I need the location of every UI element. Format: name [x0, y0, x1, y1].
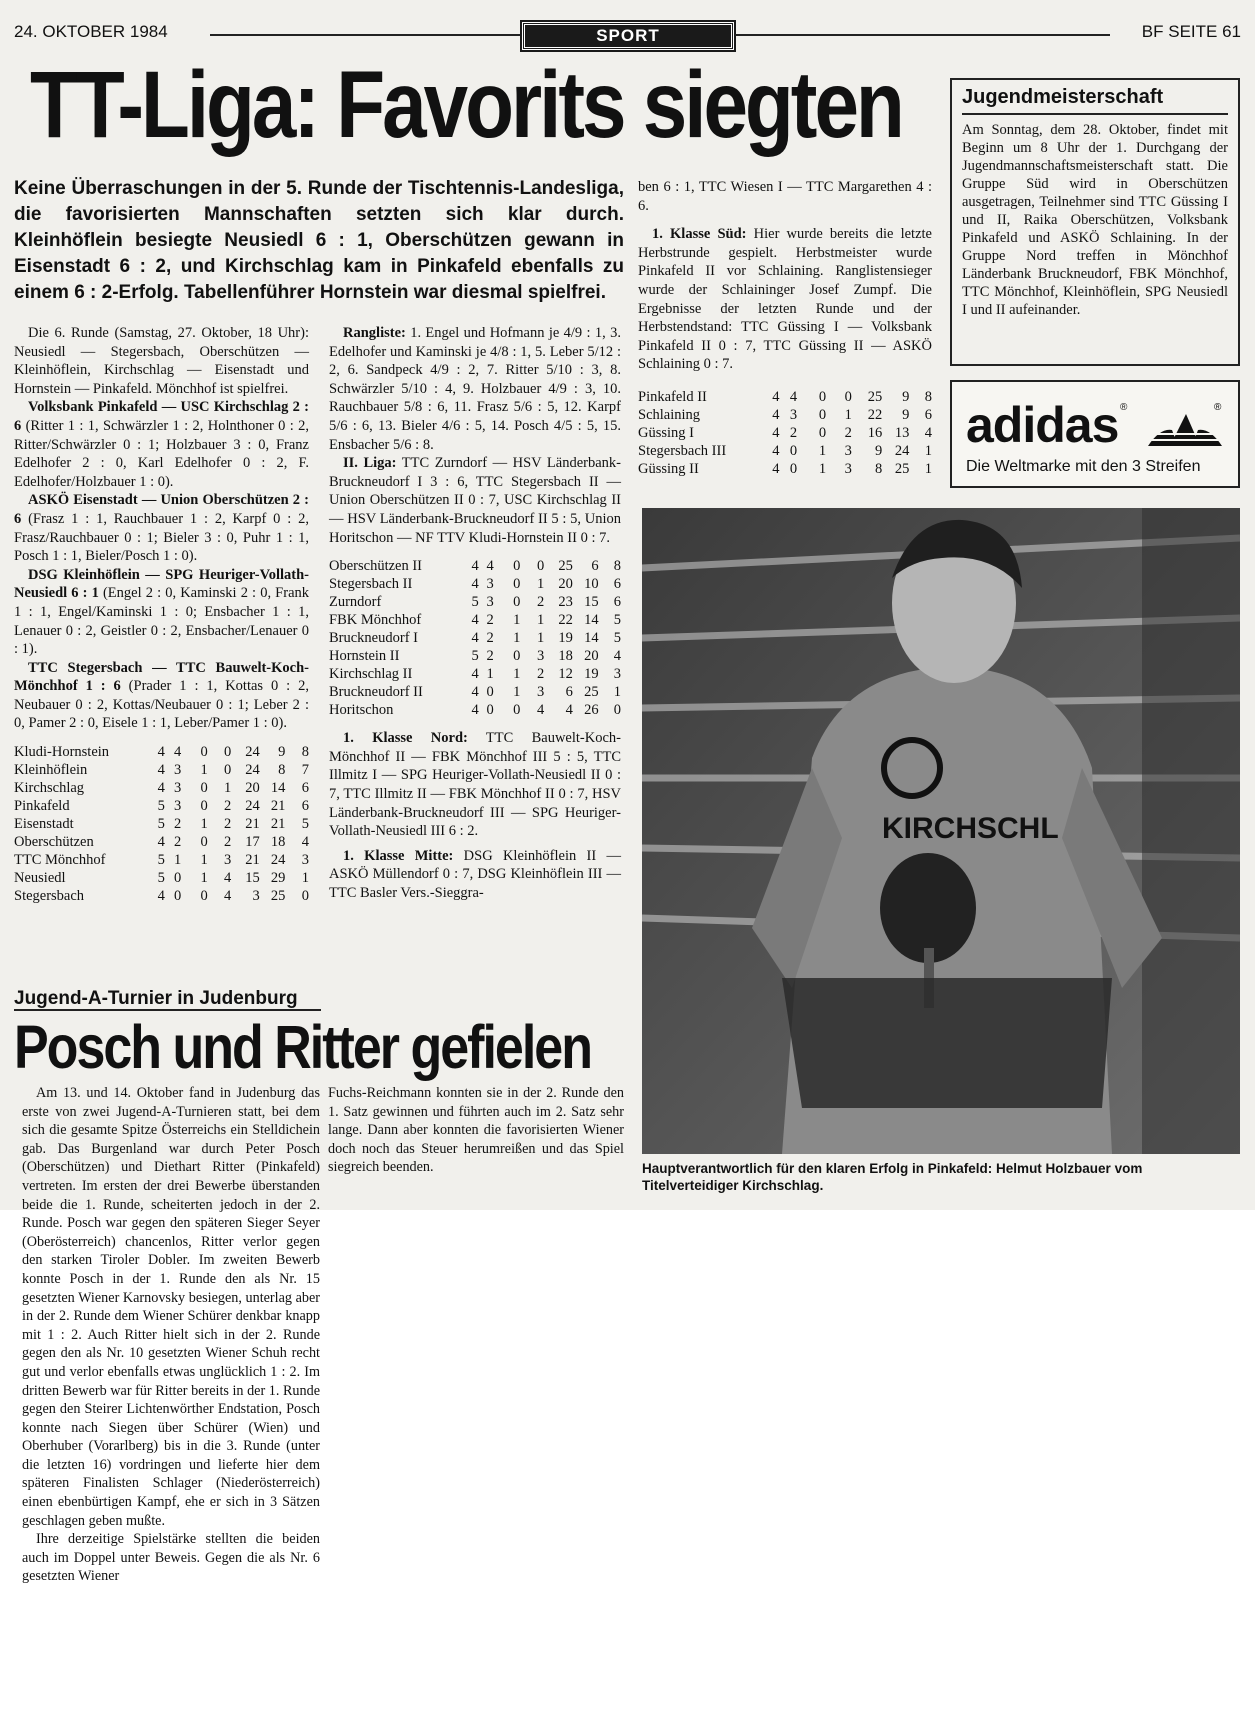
stat-cell: 2 [486, 648, 494, 665]
stat-cell: 14 [584, 630, 599, 647]
stat-cell: 0 [513, 576, 521, 593]
shirt-text: KIRCHSCHL [882, 812, 1059, 845]
stat-cell: 21 [245, 852, 260, 869]
stat-cell: 5 [471, 594, 479, 611]
paragraph: Fuchs-Reichmann konnten sie in der 2. Runde den 1. Satz gewinnen und führten auch im 2. Satz sehr lange. Dann aber konnten die favorisierten Wiener doch noch das Steuer herumreißen und das Spiel siegreich beenden. [328, 1085, 624, 1176]
table-row [329, 593, 621, 611]
stat-cell: 14 [584, 612, 599, 629]
stat-cell: 19 [584, 666, 599, 683]
team-name: Pinkafeld II [638, 388, 707, 405]
stat-cell: 4 [536, 702, 545, 719]
kicker-underline [14, 1009, 321, 1011]
stat-cell: 4 [301, 834, 309, 851]
standings-table-landesliga [14, 743, 309, 905]
stat-cell: 2 [486, 630, 494, 647]
stat-cell: 1 [486, 666, 494, 683]
stat-cell: 16 [867, 424, 883, 441]
box-divider [962, 113, 1228, 115]
stat-cell: 3 [789, 406, 798, 423]
stat-cell: 1 [924, 442, 932, 459]
table-row [329, 647, 621, 665]
team-name: Hornstein II [329, 648, 400, 665]
paragraph-label: 1. Klasse Nord: [343, 730, 468, 747]
stat-cell: 4 [565, 702, 573, 719]
article-column-1 [14, 324, 309, 905]
section-label: SPORT [522, 22, 734, 50]
stat-cell: 9 [902, 406, 910, 423]
stat-cell: 3 [844, 460, 852, 477]
stat-cell: 2 [224, 834, 232, 851]
stat-cell: 2 [174, 834, 182, 851]
table-row [14, 887, 309, 905]
stat-cell: 6 [301, 780, 309, 797]
table-row [329, 683, 621, 701]
stat-cell: 20 [558, 576, 573, 593]
player-photo-image [642, 508, 1240, 1154]
stat-cell: 12 [558, 666, 573, 683]
stat-cell: 10 [584, 576, 599, 593]
paragraph: Volksbank Pinkafeld — USC Kirchschlag 2 : 6 (Ritter 1 : 1, Schwärzler 1 : 2, Holnthoner 0 : 2, Ritter/Schwärzler 0 : 1; Holzbauer 3 : 0, Franz Edelhofer 2 : 0, Karl Edelhofer 0 : 2, F. Edelhofer/Holzbauer 1 : 0). [14, 399, 309, 490]
stat-cell: 4 [486, 558, 494, 575]
stat-cell: 1 [613, 684, 621, 701]
article2-column-2 [328, 1084, 624, 1177]
stat-cell: 4 [471, 612, 479, 629]
team-name: Oberschützen [14, 834, 94, 851]
stat-cell: 6 [301, 798, 309, 815]
paragraph: ASKÖ Eisenstadt — Union Oberschützen 2 : 6 (Frasz 1 : 1, Rauchbauer 1 : 2, Karpf 0 : 2, Frasz/Rauchbauer 0 : 1; Bieler 3 : 0, Puhr 1 : 1, Posch 1 : 1, Bieler/Posch 1 : 0). [14, 492, 309, 565]
stat-cell: 3 [486, 594, 494, 611]
stat-cell: 25 [558, 558, 573, 575]
stat-cell: 2 [224, 816, 232, 833]
paragraph-label: 1. Klasse Mitte: [343, 847, 454, 864]
table-row [329, 665, 621, 683]
stat-cell: 4 [772, 442, 780, 459]
stat-cell: 8 [278, 762, 286, 779]
team-name: Kleinhöflein [14, 762, 88, 779]
stat-cell: 6 [565, 684, 573, 701]
stat-cell: 25 [270, 888, 286, 905]
stat-cell: 1 [513, 684, 521, 701]
stat-cell: 1 [536, 612, 545, 629]
stat-cell: 1 [513, 666, 521, 683]
stat-cell: 2 [174, 816, 182, 833]
stat-cell: 1 [301, 870, 309, 887]
registered-mark: ® [1120, 402, 1128, 413]
team-name: Stegersbach II [329, 576, 413, 593]
stat-cell: 3 [174, 798, 182, 815]
stat-cell: 5 [613, 630, 621, 647]
header-rule-right [735, 34, 1110, 36]
stat-cell: 4 [772, 460, 780, 477]
stat-cell: 0 [818, 388, 827, 405]
match-title: ASKÖ Eisenstadt — Union Oberschützen 2 : 6 [14, 492, 309, 527]
photo-table-tennis-player [642, 508, 1240, 1154]
stat-cell: 3 [174, 762, 182, 779]
table-row [14, 869, 309, 887]
stat-cell: 6 [591, 558, 599, 575]
stat-cell: 29 [270, 870, 286, 887]
stat-cell: 5 [157, 870, 165, 887]
team-name: Oberschützen II [329, 558, 422, 575]
team-name: Pinkafeld [14, 798, 70, 815]
stat-cell: 4 [174, 744, 182, 761]
stat-cell: 4 [471, 630, 479, 647]
stat-cell: 20 [245, 780, 260, 797]
header-page-number: BF SEITE 61 [1141, 22, 1241, 41]
table-row [329, 701, 621, 719]
stat-cell: 5 [471, 648, 479, 665]
stat-cell: 0 [224, 762, 232, 779]
stat-cell: 8 [301, 744, 309, 761]
table-row [329, 629, 621, 647]
table-row [14, 779, 309, 797]
team-name: Stegersbach [14, 888, 85, 905]
stat-cell: 1 [200, 870, 208, 887]
paragraph: 1. Klasse Süd: Hier wurde bereits die letzte Herbstrunde gespielt. Herbstmeister wurde Pinkafeld II vor Schlaining. Ranglistensieger wurde der Schlaininger Josef Zumpf. Die Ergebnisse der letzten Runde und der Herbstendstand: TTC Güssing I — Volksbank Pinkafeld II 0 : 7, TTC Güssing II — ASKÖ Schlaining 0 : 7. [638, 226, 932, 373]
stat-cell: 8 [613, 558, 621, 575]
paragraph: Ihre derzeitige Spielstärke stellten die beiden auch im Doppel unter Beweis. Gegen die als Nr. 6 gesetzten Wiener [22, 1531, 320, 1585]
stat-cell: 0 [818, 406, 827, 423]
stat-cell: 22 [558, 612, 573, 629]
svg-text:®: ® [1214, 402, 1222, 413]
adidas-wordmark: adidas [966, 397, 1119, 453]
stat-cell: 24 [245, 798, 260, 815]
stat-cell: 17 [245, 834, 260, 851]
stat-cell: 6 [613, 576, 621, 593]
paragraph: Am 13. und 14. Oktober fand in Judenburg das erste von zwei Jugend-A-Turnieren statt, bei dem sich die gesamte Spitze Österreichs ein Stelldichein gab. Das Burgenland war durch Peter Posch (Oberschützen) und Diethart Ritter (Pinkafeld) vertreten. Im ersten der drei Bewerbe überstanden beide die 1. Runde, scheiterten jedoch in der 2. Runde. Posch war gegen den späteren Sieger Seyer (Oberösterreich) chancenlos, Ritter verlor gegen den starken Tiroler Dobler. Im zweiten Bewerb konnte Posch in der 1. Runde den als Nr. 15 gesetzten Wiener Karnovsky besiegen, unterlag aber in der 2. Runde dem Wiener Schürer denkbar knapp mit 1 : 2. Auch Ritter hielt sich in der 2. Runde gegen den als Nr. 10 gesetzten Wiener Schuh recht gut und verlor ebenfalls etwas unglücklich 1 : 2. Im dritten Bewerb war für Ritter bereits in der 1. Runde gegen den Steirer Lichtenwörther Endstation, Posch konnte nach Siegen über Schürer (Wien) und Oberhuber (Vorarlberg) bis in die 3. Runde (unter die letzten 16) vordringen und lieferte hier dem späteren Finalisten Schlager (Niederösterreich) einen ebenbürtigen Kampf, ehe er sich in 3 Sätzen geschlagen geben mußte. [22, 1085, 320, 1529]
article-column-2 [329, 324, 621, 902]
team-name: Schlaining [638, 406, 701, 423]
stat-cell: 0 [200, 834, 208, 851]
team-name: Horitschon [329, 702, 394, 719]
team-name: Güssing II [638, 460, 699, 477]
stat-cell: 2 [789, 424, 798, 441]
stat-cell: 0 [200, 744, 208, 761]
stat-cell: 21 [270, 816, 286, 833]
stat-cell: 19 [558, 630, 573, 647]
stat-cell: 1 [200, 816, 208, 833]
stat-cell: 0 [486, 702, 494, 719]
table-row [638, 406, 932, 424]
info-box-jugendmeisterschaft [950, 78, 1240, 366]
stat-cell: 0 [513, 558, 521, 575]
stat-cell: 4 [471, 666, 479, 683]
stat-cell: 2 [224, 798, 232, 815]
stat-cell: 1 [513, 630, 521, 647]
stat-cell: 26 [584, 702, 599, 719]
stat-cell: 4 [471, 702, 479, 719]
stat-cell: 9 [902, 388, 910, 405]
stat-cell: 14 [270, 780, 286, 797]
article2-kicker: Jugend-A-Turnier in Judenburg [14, 988, 298, 1009]
table-row [329, 575, 621, 593]
stat-cell: 0 [200, 780, 208, 797]
stat-cell: 21 [270, 798, 286, 815]
stat-cell: 0 [174, 888, 182, 905]
stat-cell: 1 [818, 460, 827, 477]
paragraph: TTC Stegersbach — TTC Bauwelt-Koch-Mönchhof 1 : 6 (Prader 1 : 1, Kottas 0 : 2, Neubauer 0 : 2, Kottas/Neubauer 0 : 1; Leber 2 : 0, Pamer 2 : 0, Eisele 1 : 1, Leber/Pamer 1 : 0). [14, 659, 309, 732]
paragraph: ben 6 : 1, TTC Wiesen I — TTC Margarethen 4 : 6. [638, 179, 932, 214]
stat-cell: 1 [536, 576, 545, 593]
stat-cell: 4 [772, 388, 780, 405]
paragraph: II. Liga: TTC Zurndorf — HSV Länderbank-Bruckneudorf I 3 : 6, TTC Stegersbach II — Union Oberschützen II 0 : 7, USC Kirchschlag II — HSV Länderbank-Bruckneudorf II 5 : 5, Union Horitschon — NF TTV Kludi-Hornstein II 0 : 7. [329, 455, 621, 546]
stat-cell: 9 [875, 442, 883, 459]
stat-cell: 0 [301, 888, 309, 905]
stat-cell: 0 [200, 798, 208, 815]
table-row [638, 460, 932, 478]
table-row [638, 388, 932, 406]
stat-cell: 4 [224, 888, 232, 905]
photo-caption: Hauptverantwortlich für den klaren Erfolg in Pinkafeld: Helmut Holzbauer vom Titelverteidiger Kirchschlag. [642, 1161, 1143, 1193]
stat-cell: 1 [844, 406, 852, 423]
stat-cell: 1 [818, 442, 827, 459]
stat-cell: 0 [174, 870, 182, 887]
stat-cell: 13 [894, 424, 910, 441]
stat-cell: 0 [224, 744, 232, 761]
paragraph: Die 6. Runde (Samstag, 27. Oktober, 18 Uhr): Neusiedl — Stegersbach, Oberschützen — Kleinhöflein, Kirchschlag — Eisenstadt und Hornstein — Pinkafeld. Mönchhof ist spielfrei. [14, 325, 309, 397]
stat-cell: 8 [924, 388, 932, 405]
match-title: TTC Stegersbach — TTC Bauwelt-Koch-Mönchhof 1 : 6 [14, 659, 309, 695]
stat-cell: 21 [245, 816, 260, 833]
stat-cell: 5 [301, 816, 309, 833]
stat-cell: 4 [471, 558, 479, 575]
stat-cell: 1 [174, 852, 182, 869]
stat-cell: 18 [558, 648, 573, 665]
stat-cell: 0 [844, 388, 852, 405]
paragraph: 1. Klasse Nord: TTC Bauwelt-Koch-Mönchhof II — FBK Mönchhof III 5 : 5, TTC Illmitz I — SPG Heuriger-Vollath-Neusiedl II 0 : 7, TTC Illmitz II — FBK Mönchhof II 0 : 7, HSV Länderbank-Bruckneudorf III — SPG Heuriger-Vollath-Neusiedl III 6 : 2. [329, 730, 621, 840]
stat-cell: 5 [157, 798, 165, 815]
article-lead: Keine Überraschungen in der 5. Runde der Tischtennis-Landesliga, die favorisierten Mannschaften setzten sich klar durch. Kleinhöflein besiegte Neusiedl 6 : 1, Oberschützen gewann in Eisenstadt 6 : 2, und Kirchschlag kam in Pinkafeld ebenfalls zu einem 6 : 2-Erfolg. Tabellenführer Hornstein war diesmal spielfrei. [14, 178, 624, 303]
stat-cell: 4 [157, 834, 165, 851]
team-name: Kirchschlag [14, 780, 85, 797]
stat-cell: 0 [818, 424, 827, 441]
stat-cell: 0 [789, 460, 798, 477]
paragraph-label: Rangliste: [343, 325, 406, 341]
team-name: Kludi-Hornstein [14, 744, 110, 761]
stat-cell: 25 [867, 388, 883, 405]
stat-cell: 2 [844, 424, 852, 441]
table-row [14, 815, 309, 833]
paragraph-label: 1. Klasse Süd: [652, 226, 747, 243]
stat-cell: 23 [558, 594, 573, 611]
stat-cell: 1 [200, 762, 208, 779]
team-name: Neusiedl [14, 870, 66, 887]
stat-cell: 0 [513, 594, 521, 611]
stat-cell: 3 [613, 666, 621, 683]
stat-cell: 0 [613, 702, 621, 719]
team-name: Stegersbach III [638, 442, 727, 459]
stat-cell: 4 [772, 424, 780, 441]
team-name: Bruckneudorf I [329, 630, 418, 647]
team-name: Kirchschlag II [329, 666, 413, 683]
adidas-advertisement [950, 380, 1240, 488]
table-row [14, 851, 309, 869]
table-row [14, 833, 309, 851]
table-row [638, 442, 932, 460]
stat-cell: 1 [924, 460, 932, 477]
standings-table-liga-2 [329, 557, 621, 719]
stat-cell: 1 [224, 780, 232, 797]
stat-cell: 24 [894, 442, 910, 459]
stat-cell: 4 [924, 424, 932, 441]
team-name: Güssing I [638, 424, 694, 441]
stat-cell: 4 [157, 744, 165, 761]
adidas-tagline: Die Weltmarke mit den 3 Streifen [966, 458, 1201, 475]
header-rule-left [210, 34, 522, 36]
stat-cell: 0 [789, 442, 798, 459]
stat-cell: 4 [157, 888, 165, 905]
stat-cell: 1 [513, 612, 521, 629]
stat-cell: 5 [157, 852, 165, 869]
box-text: Am Sonntag, dem 28. Oktober, findet mit Beginn um 8 Uhr der 1. Durchgang der Jugendmannschaftsmeisterschaft statt. Die Gruppe Süd wird in Oberschützen ausgetragen, Teilnehmer sind TTC Güssing I und II, Raika Oberschützen, Volksbank Pinkafeld und ASKÖ Schlaining. In der Gruppe Nord treffen in Mönchhof Länderbank Bruckneudorf, FBK Mönchhof, TTC Mönchhof, Kleinhöflein, SPG Neusiedl I und II aufeinander. [962, 121, 1228, 318]
stat-cell: 4 [471, 684, 479, 701]
stat-cell: 3 [174, 780, 182, 797]
stat-cell: 15 [584, 594, 599, 611]
standings-table-klasse-sued [638, 388, 932, 478]
stat-cell: 3 [301, 852, 309, 869]
stat-cell: 0 [200, 888, 208, 905]
stat-cell: 24 [270, 852, 286, 869]
article2-headline: Posch und Ritter gefielen [14, 1013, 591, 1083]
stat-cell: 8 [875, 460, 883, 477]
stat-cell: 4 [789, 388, 798, 405]
article-headline: TT-Liga: Favorits siegten [30, 52, 902, 158]
table-row [14, 743, 309, 761]
stat-cell: 1 [536, 630, 545, 647]
stat-cell: 3 [536, 648, 545, 665]
table-row [14, 761, 309, 779]
team-name: Zurndorf [329, 594, 382, 611]
stat-cell: 2 [536, 666, 545, 683]
stat-cell: 3 [844, 442, 852, 459]
stat-cell: 4 [471, 576, 479, 593]
paragraph: Rangliste: 1. Engel und Hofmann je 4/9 : 1, 3. Edelhofer und Kaminski je 4/8 : 1, 5. Leber 5/12 : 2, 6. Sandpeck 4/9 : 2, 7. Ritter 5/10 : 3, 8. Schwärzler 5/10 : 4, 9. Holzbauer 4/9 : 3, 10. Rauchbauer 5/8 : 6, 11. Frasz 5/6 : 5, 12. Karpf 5/6 : 6, 13. Bieler 4/6 : 5, 14. Posch 4/5 : 5, 15. Ensbacher 5/6 : 8. [329, 325, 621, 453]
adidas-trefoil-icon [1142, 396, 1228, 448]
match-title: Volksbank Pinkafeld — USC Kirchschlag 2 : 6 [14, 399, 309, 434]
team-name: TTC Mönchhof [14, 852, 106, 869]
stat-cell: 0 [536, 558, 545, 575]
stat-cell: 5 [613, 612, 621, 629]
team-name: Bruckneudorf II [329, 684, 423, 701]
stat-cell: 25 [584, 684, 599, 701]
stat-cell: 2 [536, 594, 545, 611]
table-row [638, 424, 932, 442]
stat-cell: 9 [278, 744, 286, 761]
stat-cell: 3 [224, 852, 232, 869]
stat-cell: 6 [613, 594, 621, 611]
stat-cell: 0 [513, 648, 521, 665]
team-name: Eisenstadt [14, 816, 74, 833]
paragraph-label: II. Liga: [343, 455, 397, 472]
table-row [329, 557, 621, 575]
stat-cell: 25 [894, 460, 910, 477]
article-column-3 [638, 178, 932, 478]
stat-cell: 4 [613, 648, 621, 665]
match-title: DSG Kleinhöflein — SPG Heuriger-Vollath-Neusiedl 6 : 1 [14, 566, 309, 602]
team-name: FBK Mönchhof [329, 612, 422, 629]
stat-cell: 3 [486, 576, 494, 593]
stat-cell: 6 [924, 406, 932, 423]
stat-cell: 1 [200, 852, 208, 869]
stat-cell: 7 [301, 762, 309, 779]
stat-cell: 4 [157, 780, 165, 797]
stat-cell: 18 [270, 834, 286, 851]
stat-cell: 20 [584, 648, 599, 665]
stat-cell: 4 [772, 406, 780, 423]
box-title: Jugendmeisterschaft [962, 86, 1164, 108]
stat-cell: 0 [513, 702, 521, 719]
table-row [329, 611, 621, 629]
stat-cell: 4 [224, 870, 232, 887]
stat-cell: 22 [867, 406, 883, 423]
paragraph: DSG Kleinhöflein — SPG Heuriger-Vollath-Neusiedl 6 : 1 (Engel 2 : 0, Kaminski 2 : 0, Frank 1 : 1, Engel/Kaminski 1 : 0; Ensbacher 1 : 1, Lenauer 0 : 2, Geistler 0 : 2, Ensbacher/Lenauer 0 : 1). [14, 566, 310, 658]
article2-column-1 [22, 1084, 320, 1586]
stat-cell: 24 [245, 762, 260, 779]
table-row [14, 797, 309, 815]
stat-cell: 3 [536, 684, 545, 701]
stat-cell: 2 [486, 612, 494, 629]
stat-cell: 15 [245, 870, 260, 887]
stat-cell: 4 [157, 762, 165, 779]
stat-cell: 5 [157, 816, 165, 833]
stat-cell: 3 [252, 888, 260, 905]
header-date: 24. OKTOBER 1984 [14, 22, 168, 41]
paragraph: 1. Klasse Mitte: DSG Kleinhöflein II — ASKÖ Müllendorf 0 : 7, DSG Kleinhöflein III — TTC Basler Vers.-Sieggra- [329, 847, 621, 901]
stat-cell: 24 [245, 744, 260, 761]
stat-cell: 0 [486, 684, 494, 701]
